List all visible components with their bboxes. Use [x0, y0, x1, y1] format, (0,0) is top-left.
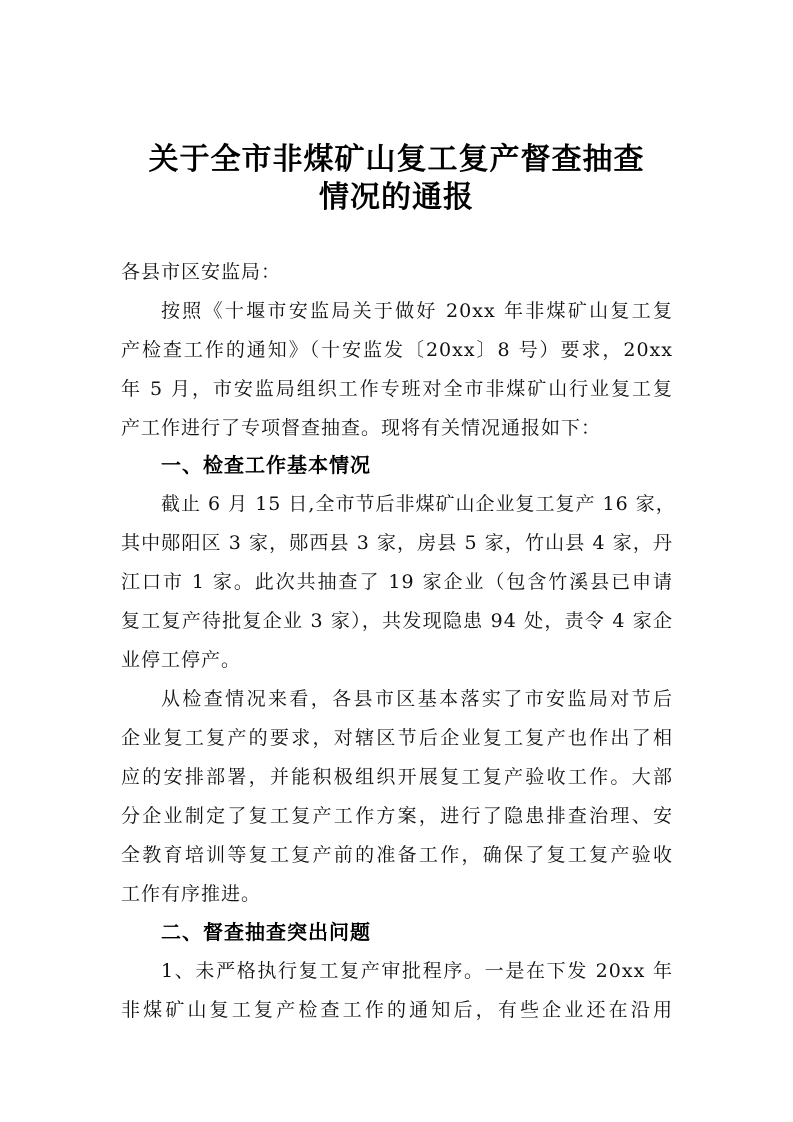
section1-para1-line: 截止 6 月 15 日,全市节后非煤矿山企业复工复产 16 家，: [161, 493, 676, 515]
intro-line: 产工作进行了专项督查抽查。现将有关情况通报如下：: [121, 417, 602, 439]
section-heading-2: 二、督查抽查突出问题: [161, 920, 371, 944]
section1-para2-line: 工作有序推进。: [121, 883, 262, 905]
section1-para2-line: 分企业制定了复工复产工作方案，进行了隐患排查治理、安: [121, 805, 673, 827]
section1-para2-line: 从检查情况来看，各县市区基本落实了市安监局对节后: [161, 688, 673, 710]
section1-para2-line: 全教育培训等复工复产前的准备工作，确保了复工复产验收: [121, 844, 673, 866]
document-title-line-2: 情况的通报: [319, 180, 474, 215]
section1-para1-line: 复工复产待批复企业 3 家），共发现隐患 94 处，责令 4 家企: [121, 610, 673, 632]
section2-para1-line: 非煤矿山复工复产检查工作的通知后，有些企业还在沿用: [121, 999, 673, 1021]
salutation: 各县市区安监局：: [121, 261, 282, 283]
section1-para2-line: 企业复工复产的要求，对辖区节后企业复工复产也作出了相: [121, 727, 673, 749]
section1-para1-line: 其中郧阳区 3 家，郧西县 3 家，房县 5 家，竹山县 4 家，丹: [121, 532, 673, 554]
intro-line: 年 5 月，市安监局组织工作专班对全市非煤矿山行业复工复: [121, 378, 673, 400]
section2-para1-line: 1、未严格执行复工复产审批程序。一是在下发 20xx 年: [161, 960, 673, 982]
section1-para1-line: 业停工停产。: [121, 649, 242, 671]
document-title-line-1: 关于全市非煤矿山复工复产督查抽查: [148, 142, 645, 177]
section1-para2-line: 应的安排部署，并能积极组织开展复工复产验收工作。大部: [121, 766, 673, 788]
section1-para1-line: 江口市 1 家。此次共抽查了 19 家企业（包含竹溪县已申请: [121, 571, 673, 593]
intro-line: 按照《十堰市安监局关于做好 20xx 年非煤矿山复工复: [161, 300, 673, 322]
section-heading-1: 一、检查工作基本情况: [161, 453, 371, 477]
intro-line: 产检查工作的通知》（十安监发〔20xx〕8 号）要求，20xx: [121, 339, 673, 361]
